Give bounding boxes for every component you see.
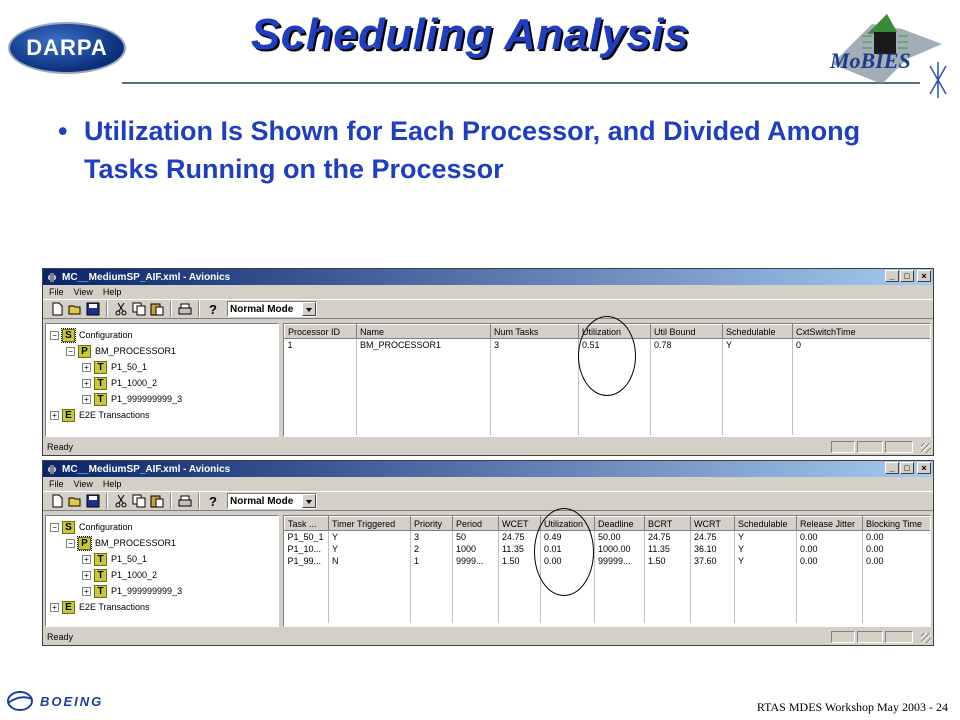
toolbar-separator [170,301,172,317]
table-cell[interactable]: Y [329,543,411,555]
menu-view[interactable]: View [73,287,93,297]
tree-view[interactable] [45,515,279,627]
mode-dropdown-value: Normal Mode [230,495,294,507]
save-icon[interactable] [85,301,101,317]
table-cell[interactable]: 50 [453,531,499,543]
column-header[interactable]: WCRT [691,517,735,531]
column-header[interactable]: Name [357,325,491,339]
status-panel [831,631,855,643]
help-icon[interactable] [205,301,221,317]
table-cell[interactable]: 24.75 [645,531,691,543]
column-header[interactable]: BCRT [645,517,691,531]
tree-node-processor[interactable] [48,343,276,359]
minimize-button[interactable]: _ [885,462,899,474]
tree-node-label: P1_1000_2 [111,378,158,388]
table-cell[interactable]: P1_50_1 [285,531,329,543]
toolbar-separator [198,493,200,509]
table-cell[interactable]: 0.00 [797,531,863,543]
table-cell[interactable]: 0.00 [863,543,932,555]
print-icon[interactable] [177,301,193,317]
app-icon [47,272,58,283]
expand-icon[interactable]: + [82,395,91,404]
task-node-icon: T [94,553,107,566]
status-bar [43,629,933,645]
table-row[interactable] [285,531,932,543]
table-cell[interactable]: 0 [793,339,932,351]
minimize-button[interactable]: _ [885,270,899,282]
chevron-down-icon[interactable] [302,494,316,508]
table-cell[interactable]: Y [329,531,411,543]
mode-dropdown[interactable] [227,493,317,509]
table-row[interactable] [285,543,932,555]
new-file-icon[interactable] [49,301,65,317]
column-header[interactable]: Deadline [595,517,645,531]
column-header[interactable]: Processor ID [285,325,357,339]
collapse-icon[interactable]: − [50,523,59,532]
table-cell[interactable]: Y [735,531,797,543]
tree-node-task[interactable] [48,391,276,407]
column-header[interactable]: Timer Triggered [329,517,411,531]
task-table [283,515,931,627]
tree-node-label: Configuration [79,522,133,532]
table-cell[interactable]: 24.75 [691,531,735,543]
save-icon[interactable] [85,493,101,509]
close-button[interactable]: × [917,270,931,282]
table-header-row [285,517,932,531]
e2e-node-icon: E [62,601,75,614]
resize-grip-icon[interactable] [921,633,931,643]
toolbar-separator [106,301,108,317]
expand-icon[interactable]: + [50,603,59,612]
table-cell[interactable]: 1000.00 [595,543,645,555]
maximize-button[interactable]: □ [900,270,914,282]
toolbar [43,299,933,319]
tree-node-label: BM_PROCESSOR1 [95,538,177,548]
column-header[interactable]: Utilization [541,517,595,531]
menu-file[interactable]: File [49,287,64,297]
tree-node-task[interactable] [48,583,276,599]
table-row[interactable] [285,555,932,567]
tree-node-configuration[interactable] [48,327,276,343]
close-button[interactable]: × [917,462,931,474]
table-cell[interactable]: 1000 [453,543,499,555]
table-cell[interactable]: 0.00 [797,543,863,555]
menubar [43,285,933,299]
table-cell[interactable]: 24.75 [499,531,541,543]
table-cell[interactable]: 0.49 [541,531,595,543]
empty-row [285,567,932,623]
print-icon[interactable] [177,493,193,509]
table-cell[interactable]: 11.35 [499,543,541,555]
maximize-button[interactable]: □ [900,462,914,474]
app-icon [47,464,58,475]
column-header[interactable]: Util Bound [651,325,723,339]
status-bar [43,439,933,455]
expand-icon[interactable]: + [82,379,91,388]
table-cell[interactable]: 0.00 [797,555,863,567]
footer-text: RTAS MDES Workshop May 2003 - 24 [756,700,948,714]
new-file-icon[interactable] [49,493,65,509]
copy-icon[interactable] [131,301,147,317]
cut-icon[interactable] [113,493,129,509]
tree-node-label: E2E Transactions [79,410,150,420]
bullet-text: Utilization Is Shown for Each Processor, and Divided Among Tasks Running on the Processor [84,116,861,184]
collapse-icon[interactable]: − [66,539,75,548]
mode-dropdown-value: Normal Mode [230,303,294,315]
table-cell[interactable]: 1.50 [499,555,541,567]
column-header[interactable]: Blocking Time [863,517,932,531]
status-panel [885,441,913,453]
status-panel [831,441,855,453]
tree-node-task[interactable] [48,567,276,583]
mode-dropdown[interactable] [227,301,317,317]
tree-node-task[interactable] [48,359,276,375]
boeing-symbol-icon [6,690,34,712]
collapse-icon[interactable]: − [50,331,59,340]
processor-window [42,268,934,456]
table-cell[interactable]: 99999... [595,555,645,567]
table-cell[interactable]: 37.60 [691,555,735,567]
window-titlebar[interactable] [43,269,933,285]
boeing-logo [6,688,103,714]
paste-icon[interactable] [149,301,165,317]
resize-grip-icon[interactable] [921,443,931,453]
table-cell[interactable]: 3 [491,339,579,351]
column-header[interactable]: Priority [411,517,453,531]
boeing-logo-text: BOEING [40,693,104,709]
column-header[interactable]: Num Tasks [491,325,579,339]
utilization-highlight-circle [578,316,636,396]
title-divider [122,82,920,84]
table-cell[interactable]: 0.78 [651,339,723,351]
tree-view[interactable] [45,323,279,437]
svg-text:?: ? [209,302,217,317]
table-cell[interactable]: 1 [285,339,357,351]
column-header[interactable]: Release Jitter [797,517,863,531]
menu-help[interactable]: Help [102,287,122,297]
status-panel [857,441,883,453]
table-cell[interactable]: 0.00 [541,555,595,567]
open-folder-icon[interactable] [67,301,83,317]
table-cell[interactable]: 0.00 [863,531,932,543]
column-header[interactable]: Schedulable [735,517,797,531]
darpa-logo [8,22,126,74]
toolbar [43,491,933,511]
task-node-icon: T [94,377,107,390]
tree-node-e2e[interactable] [48,599,276,615]
toolbar-separator [106,493,108,509]
task-node-icon: T [94,393,107,406]
status-panel [885,631,913,643]
expand-icon[interactable]: + [50,411,59,420]
task-node-icon: T [94,361,107,374]
svg-text:?: ? [209,494,217,509]
tree-node-label: E2E Transactions [79,602,150,612]
table-cell[interactable]: 2 [411,543,453,555]
tree-node-label: BM_PROCESSOR1 [95,346,177,356]
utilization-highlight-circle [534,508,594,596]
expand-icon[interactable]: + [82,571,91,580]
tree-node-task[interactable] [48,375,276,391]
table-cell[interactable]: 11.35 [645,543,691,555]
toolbar-separator [198,301,200,317]
cut-icon[interactable] [113,301,129,317]
window-title: MC__MediumSP_AIF.xml - Avionics [62,463,231,475]
table-cell[interactable]: 0.00 [863,555,932,567]
tree-node-label: P1_999999999_3 [111,394,183,404]
copy-icon[interactable] [131,493,147,509]
column-header[interactable]: WCET [499,517,541,531]
tree-node-configuration[interactable] [48,519,276,535]
column-header[interactable]: CxtSwitchTime [793,325,932,339]
table-cell[interactable]: Y [735,555,797,567]
schedule-node-icon: S [62,329,75,342]
bullet-point [58,112,918,188]
bullet-marker: • [58,116,68,146]
table-cell[interactable]: 0.51 [579,339,651,351]
menubar [43,477,933,491]
slide-title: Scheduling Analysis [250,10,690,59]
column-header[interactable]: Schedulable [723,325,793,339]
table-cell[interactable]: Y [735,543,797,555]
table-cell[interactable]: P1_99... [285,555,329,567]
menu-help[interactable]: Help [102,479,122,489]
menu-file[interactable]: File [49,479,64,489]
table-cell[interactable]: 3 [411,531,453,543]
help-icon[interactable] [205,493,221,509]
tree-node-e2e[interactable] [48,407,276,423]
table-cell[interactable]: BM_PROCESSOR1 [357,339,491,351]
toolbar-separator [170,493,172,509]
expand-icon[interactable]: + [82,363,91,372]
column-header[interactable]: Task ... [285,517,329,531]
table-cell[interactable]: P1_10... [285,543,329,555]
collapse-icon[interactable]: − [66,347,75,356]
darpa-logo-text: DARPA [26,35,108,60]
mobies-logo-text: MoBIES [830,48,911,73]
menu-view[interactable]: View [73,479,93,489]
tree-node-label: P1_999999999_3 [111,586,183,596]
chevron-down-icon[interactable] [302,302,316,316]
e2e-node-icon: E [62,409,75,422]
schedule-node-icon: S [62,521,75,534]
table-cell[interactable]: 9999... [453,555,499,567]
window-titlebar[interactable] [43,461,933,477]
status-text: Ready [47,632,74,642]
window-title: MC__MediumSP_AIF.xml - Avionics [62,271,231,283]
status-text: Ready [47,442,74,452]
tree-node-task[interactable] [48,551,276,567]
column-header[interactable]: Utilization [579,325,651,339]
tree-node-label: P1_50_1 [111,554,148,564]
open-folder-icon[interactable] [67,493,83,509]
table-cell[interactable]: 1 [411,555,453,567]
table-cell[interactable]: 50.00 [595,531,645,543]
status-panel [857,631,883,643]
tree-node-label: P1_1000_2 [111,570,158,580]
paste-icon[interactable] [149,493,165,509]
expand-icon[interactable]: + [82,587,91,596]
tree-node-label: Configuration [79,330,133,340]
table-cell[interactable]: 1.50 [645,555,691,567]
table-cell[interactable]: 0.01 [541,543,595,555]
task-node-icon: T [94,585,107,598]
table-cell[interactable]: 36.10 [691,543,735,555]
expand-icon[interactable]: + [82,555,91,564]
task-node-icon: T [94,569,107,582]
tree-node-label: P1_50_1 [111,362,148,372]
tree-node-processor[interactable] [48,535,276,551]
column-header[interactable]: Period [453,517,499,531]
table-cell[interactable]: N [329,555,411,567]
task-window [42,460,934,646]
processor-node-icon: P [78,345,91,358]
table-cell[interactable]: Y [723,339,793,351]
processor-node-icon: P [78,537,91,550]
